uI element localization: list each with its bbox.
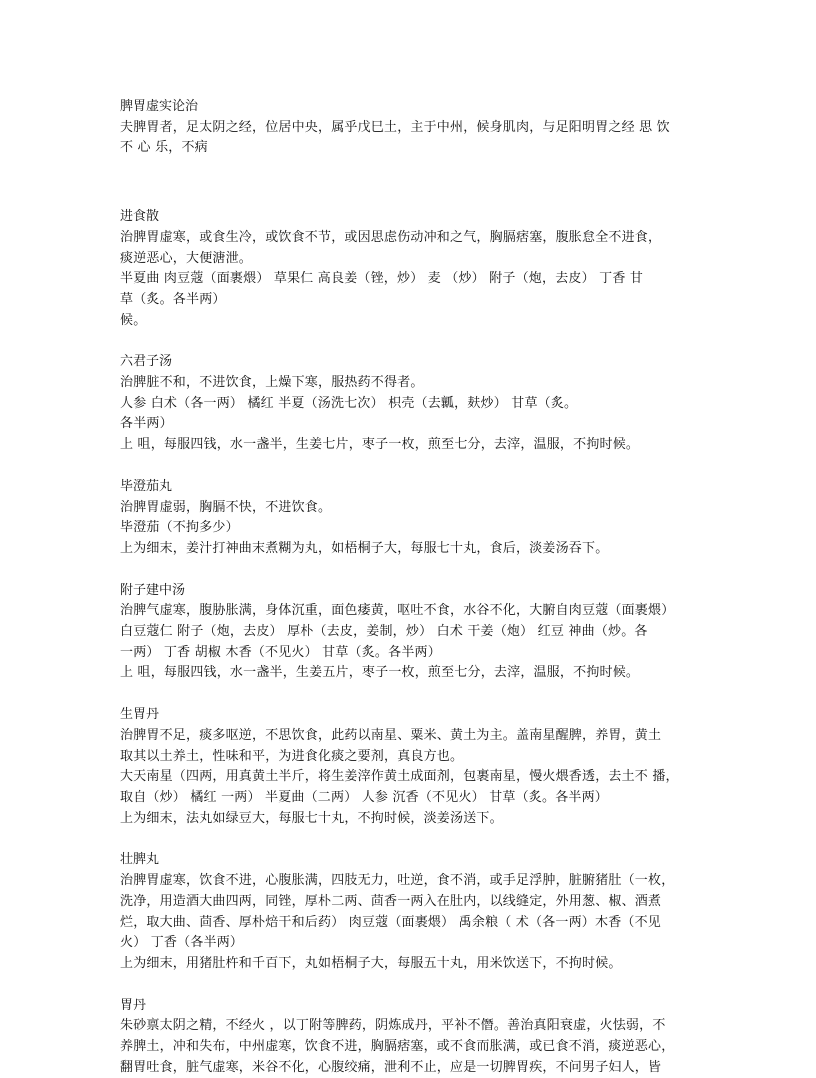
text-line: 毕澄茄（不拘多少） [120, 520, 239, 536]
section-sheng-wei-dan [120, 705, 700, 829]
text-line: 夫脾胃者，足太阴之经，位居中央，属乎戊巳土，主于中州，候身肌肉，与足阳明胃之经 思 饮 [120, 119, 670, 135]
text-line: 候。 [120, 312, 147, 328]
text-line: 白豆蔻仁 附子（炮，去皮） 厚朴（去皮，姜制，炒） 白术 干姜（炮） 红豆 神曲（炒。各 [120, 624, 648, 640]
text-line: 治脾气虚寒，腹胁胀满，身体沉重，面色痿黄，呕吐不食，水谷不化，大腑自肉豆蔻（面裹煨） [120, 603, 675, 619]
section-pi-wei-xu-shi [120, 97, 700, 159]
section-bi-cheng-qie-wan [120, 477, 700, 560]
section-wei-dan [120, 996, 700, 1078]
section-title: 六君子汤 [120, 354, 173, 370]
document-page [120, 97, 700, 1078]
text-line: 烂，取大曲、茴香、厚朴焙干和后药） 肉豆蔻（面裹煨） 禹余粮（ 术（各一两）木香（不见 [120, 914, 661, 930]
text-line: 上 咀，每服四钱，水一盏半，生姜七片，枣子一枚，煎至七分，去滓，温服，不拘时候。 [120, 437, 640, 453]
text-line: 洗净，用造酒大曲四两，同锉，厚朴二两、茴香一两入在肚内，以线缝定，外用葱、椒、酒煮 [120, 893, 662, 909]
text-line: 上为细末，用猪肚杵和千百下，丸如梧桐子大，每服五十丸，用米饮送下，不拘时候。 [120, 955, 622, 971]
text-line: 人参 白术（各一两） 橘红 半夏（汤洗七次） 枳壳（去瓤，麸炒） 甘草（炙。 [120, 395, 578, 411]
section-zhuang-pi-wan [120, 850, 700, 974]
text-line: 大天南星（四两，用真黄土半斤，将生姜滓作黄土成面剂，包裹南星，慢火煨香透，去土不 播， [120, 769, 679, 785]
text-line: 治脾胃虚寒，饮食不进，心腹胀满，四肢无力，吐逆，食不消，或手足浮肿，脏腑猪肚（一枚， [120, 873, 675, 889]
section-title: 附子建中汤 [120, 582, 186, 598]
text-line: 不 心 乐，不病 [120, 140, 208, 156]
text-line: 各半两） [120, 416, 173, 432]
text-line: 草（炙。各半两） [120, 291, 226, 307]
text-line: 治脾胃不足，痰多呕逆，不思饮食，此药以南星、粟米、黄土为主。盖南星醒脾，养胃，黄土 [120, 727, 662, 743]
text-line: 痰逆恶心，大便溏泄。 [120, 250, 253, 266]
section-title: 毕澄茄丸 [120, 478, 173, 494]
text-line: 上为细末，姜汁打神曲末煮糊为丸，如梧桐子大，每服七十丸，食后，淡姜汤吞下。 [120, 540, 609, 556]
text-line: 上为细末，法丸如绿豆大，每服七十丸，不拘时候，淡姜汤送下。 [120, 810, 503, 826]
section-fu-zi-jian-zhong-tang [120, 581, 700, 685]
section-title: 生胃丹 [120, 707, 160, 723]
text-line: 取自（炒） 橘红 一两） 半夏曲（二两） 人参 沉香（不见火） 甘草（炙。各半两） [120, 789, 608, 805]
text-line: 火） 丁香（各半两） [120, 935, 244, 951]
section-title: 胃丹 [120, 997, 147, 1013]
section-title: 脾胃虚实论治 [120, 99, 199, 114]
text-line: 一两） 丁香 胡椒 木香（不见火） 甘草（炙。各半两） [120, 644, 441, 660]
text-line: 取其以土养土，性味和平，为进食化痰之要剂，真良方也。 [120, 748, 464, 764]
section-title: 壮脾丸 [120, 852, 160, 868]
section-liu-jun-zi-tang [120, 352, 700, 456]
text-line: 养脾土，冲和失布，中州虚寒，饮食不进，胸膈痞塞，或不食而胀满，或已食不消，痰逆恶心， [120, 1039, 675, 1055]
text-line: 翻胃吐食，脏气虚寒，米谷不化，心腹绞痛，泄利不止，应是一切脾胃疾，不问男子妇人，皆 [120, 1059, 662, 1075]
text-line: 朱砂禀太阴之精，不经火 ，以丁附等脾药，阴炼成丹，平补不僭。善治真阳衰虚，火怯弱，不 [120, 1018, 666, 1034]
text-line: 半夏曲 肉豆蔻（面裹煨） 草果仁 高良姜（锉，炒） 麦 （炒） 附子（炮，去皮） 丁香 甘 [120, 271, 644, 287]
section-title: 进食散 [120, 209, 160, 225]
text-line: 上 咀，每服四钱，水一盏半，生姜五片，枣子一枚，煎至七分，去滓，温服，不拘时候。 [120, 665, 640, 681]
text-line: 治脾脏不和，不进饮食，上燥下寒，服热药不得者。 [120, 375, 424, 391]
section-jin-shi-san [120, 207, 700, 331]
text-line: 治脾胃虚弱，胸膈不快，不进饮食。 [120, 499, 332, 515]
text-line: 治脾胃虚寒，或食生冷，或饮食不节，或因思虑伤动冲和之气，胸膈痞塞，腹胀怠全不进食， [120, 229, 662, 245]
